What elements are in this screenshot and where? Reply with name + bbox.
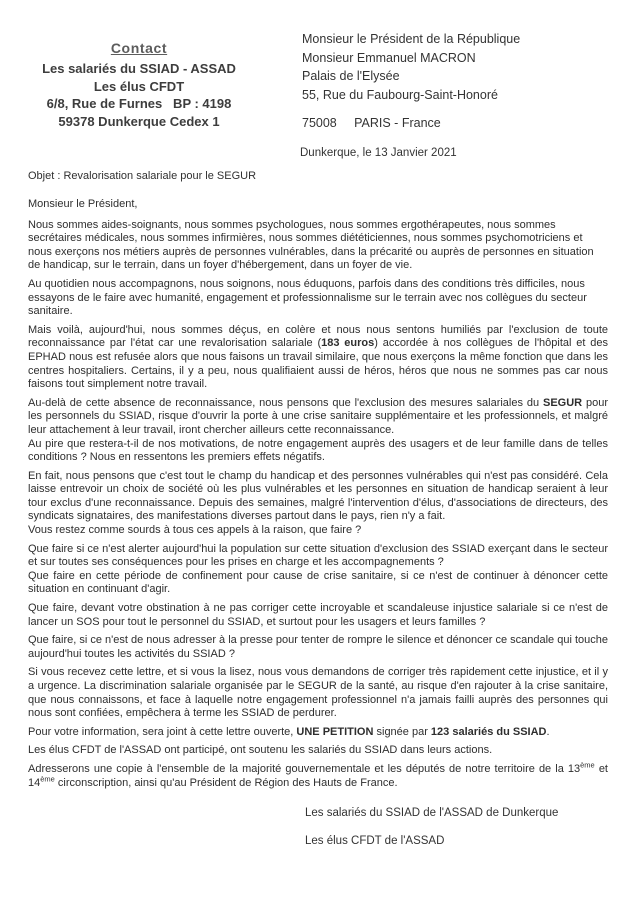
paragraph-petition xyxy=(28,726,608,740)
paragraph-que-faire-sos xyxy=(28,602,608,629)
sender-union-line: Les élus CFDT xyxy=(93,78,185,94)
text-run: Au pire que restera-t-il de nos motivations, de notre engagement auprès des usagers et de leur famille dans de telles conditions ? Nous en ressentons les premiers effets négatifs. xyxy=(28,437,608,464)
text-run: Que faire, si ce n'est de nous adresser à la presse pour tenter de rompre le silence et dénoncer ce scandale qui touche aujourd'hui toutes les activités du SSIAD ? xyxy=(28,634,608,660)
text-run: ème xyxy=(40,773,55,783)
text-run: Mais voilà, aujourd'hui, nous sommes déçus, en colère et nous nous sentons humiliés par l'exclusion de toute reconnaissance par l'état car une revalorisation salariale ( xyxy=(28,323,608,350)
paragraph-exclusion-183-euros xyxy=(28,324,608,392)
recipient-name-line: Monsieur Emmanuel MACRON xyxy=(302,50,476,65)
sender-block xyxy=(30,40,248,130)
text-run: Les élus CFDT de l'ASSAD ont participé, ont soutenu les salariés du SSIAD dans leurs actions. xyxy=(28,744,493,757)
text-run: Nous sommes aides-soignants, nous sommes psychologues, nous sommes ergothérapeutes, nous sommes secrétaires médicales, nous sommes infirmières, nous sommes diététiciennes, nous sommes psychomotriciens et nous exerçons nos métiers auprès de personnes vulnérables, dans la précarité ou auprès de personnes en situation de handicap, sur le terrain, dans un foyer d'hébergement, dans un foyer de vie. xyxy=(28,218,594,272)
text-run: 123 salariés du SSIAD xyxy=(430,725,547,738)
paragraph-daily-work xyxy=(28,278,608,319)
salutation: Monsieur le Président, xyxy=(28,198,138,210)
text-run: circonscription, ainsi qu'au Président de Région des Hauts de France. xyxy=(54,776,398,789)
text-run: ) accordée à nos collègues de l'hôpital et des EPHAD nous est refusée alors que nous faisons un travail similaire, que nous exerçons la même fonction que dans les centres hospitaliers. Certains, il y a peu, nous qualifiaient aussi de héros, héros que nous ne sommes pas car nous faisons tout simplement notre travail. xyxy=(28,337,608,391)
letter-body xyxy=(28,198,608,848)
text-run: Si vous recevez cette lettre, et si vous la lisez, nous vous demandons de corriger très rapidement cette injustice, et il y a urgence. La discrimination salariale organisée par le SEGUR de la santé, au risque d'en rajouter à la crise sanitaire, que nous connaissons, et face à laquelle notre engagement professionnel n'a jamais failli auprès des personnes qui nous sont confiées, empêchera à terme les SSIAD de perdurer. xyxy=(28,666,608,720)
paragraph-professions xyxy=(28,219,608,273)
text-run: SEGUR xyxy=(542,396,583,409)
sender-street-line: 6/8, Rue de Furnes BP : 4198 xyxy=(46,96,232,111)
paragraph-segur-crisis xyxy=(28,397,608,465)
text-run: Que faire en cette période de confinement pour cause de crise sanitaire, si ce n'est de continuer à dénoncer cette situation en continuant d'agir. xyxy=(28,569,608,596)
text-run: Que faire, devant votre obstination à ne pas corriger cette incroyable et scandaleuse injustice salariale si ce n'est de lancer un SOS pour tout le personnel du SSIAD, et surtout pour les usagers et leurs familles ? xyxy=(28,602,608,628)
text-run: signée par xyxy=(373,725,431,738)
paragraph-copies xyxy=(28,760,608,790)
recipient-block xyxy=(302,30,520,133)
paragraph-demande-correction xyxy=(28,666,608,720)
signature-line: Les élus CFDT de l'ASSAD xyxy=(305,834,445,847)
text-run: Au-delà de cette absence de reconnaissance, nous pensons que l'exclusion des mesures salariales du xyxy=(28,396,543,409)
text-run: Pour votre information, sera joint à cette lettre ouverte, xyxy=(28,725,297,738)
signature-block xyxy=(305,807,608,848)
recipient-city-line: 75008 PARIS - France xyxy=(302,116,441,130)
text-run: pour les personnels du SSIAD, risque d'ouvrir la porte à une crise sanitaire supplémentaire et les professionnels, et malgré leur attachement à leur travail, iront chercher ailleurs cette reconnaissance. xyxy=(28,396,608,436)
sender-city-line: 59378 Dunkerque Cedex 1 xyxy=(58,113,220,129)
dateline: Dunkerque, le 13 Janvier 2021 xyxy=(300,147,457,159)
text-run: . xyxy=(546,725,550,738)
recipient-palace-line: Palais de l'Elysée xyxy=(302,69,400,83)
recipient-street-line: 55, Rue du Faubourg-Saint-Honoré xyxy=(302,87,498,102)
text-run: 183 euros xyxy=(321,337,375,350)
text-run: En fait, nous pensons que c'est tout le champ du handicap et des personnes vulnérables qui n'est pas considéré. Cela laisse entrevoir un choix de société où les plus vulnérables et les personnes en situation de handicap seraient à leur tour exclus d'une reconnaissance. Depuis des semaines, malgré l'intervention d'élus, d'associations de directeurs, des syndicats signataires, des manifestations diverses partout dans le pays, rien n'y a fait. xyxy=(28,469,608,523)
sender-heading: Contact xyxy=(110,40,168,56)
text-run: ème xyxy=(580,760,595,770)
paragraph-handicap-field xyxy=(28,470,608,538)
signature-line: Les salariés du SSIAD de l'ASSAD de Dunkerque xyxy=(305,807,559,820)
paragraph-que-faire-presse xyxy=(28,634,608,661)
text-run: UNE PETITION xyxy=(296,725,374,738)
subject-line: Objet : Revalorisation salariale pour le SEGUR xyxy=(28,170,257,182)
text-run: Adresserons une copie à l'ensemble de la majorité gouvernementale et les députés de notre territoire de la 13 xyxy=(28,762,581,775)
text-run: Que faire si ce n'est alerter aujourd'hui la population sur cette situation d'exclusion des SSIAD exerçant dans le secteur et sur toutes ses conséquences pour les prises en charge et les accompagnements ? xyxy=(28,542,608,569)
paragraph-que-faire-alert xyxy=(28,543,608,597)
text-run: Au quotidien nous accompagnons, nous soignons, nous éduquons, parfois dans des conditions très difficiles, nous essayons de le faire avec humanité, engagement et professionnalisme sur le terrain avec nos collègues du secteur sanitaire. xyxy=(28,277,587,318)
text-run: Vous restez comme sourds à tous ces appels à la raison, que faire ? xyxy=(28,524,362,537)
paragraph-cfdt-soutien xyxy=(28,744,608,758)
recipient-title-line: Monsieur le Président de la République xyxy=(302,32,521,46)
text-run: et 14 xyxy=(28,762,608,789)
sender-org-line: Les salariés du SSIAD - ASSAD xyxy=(42,61,236,76)
